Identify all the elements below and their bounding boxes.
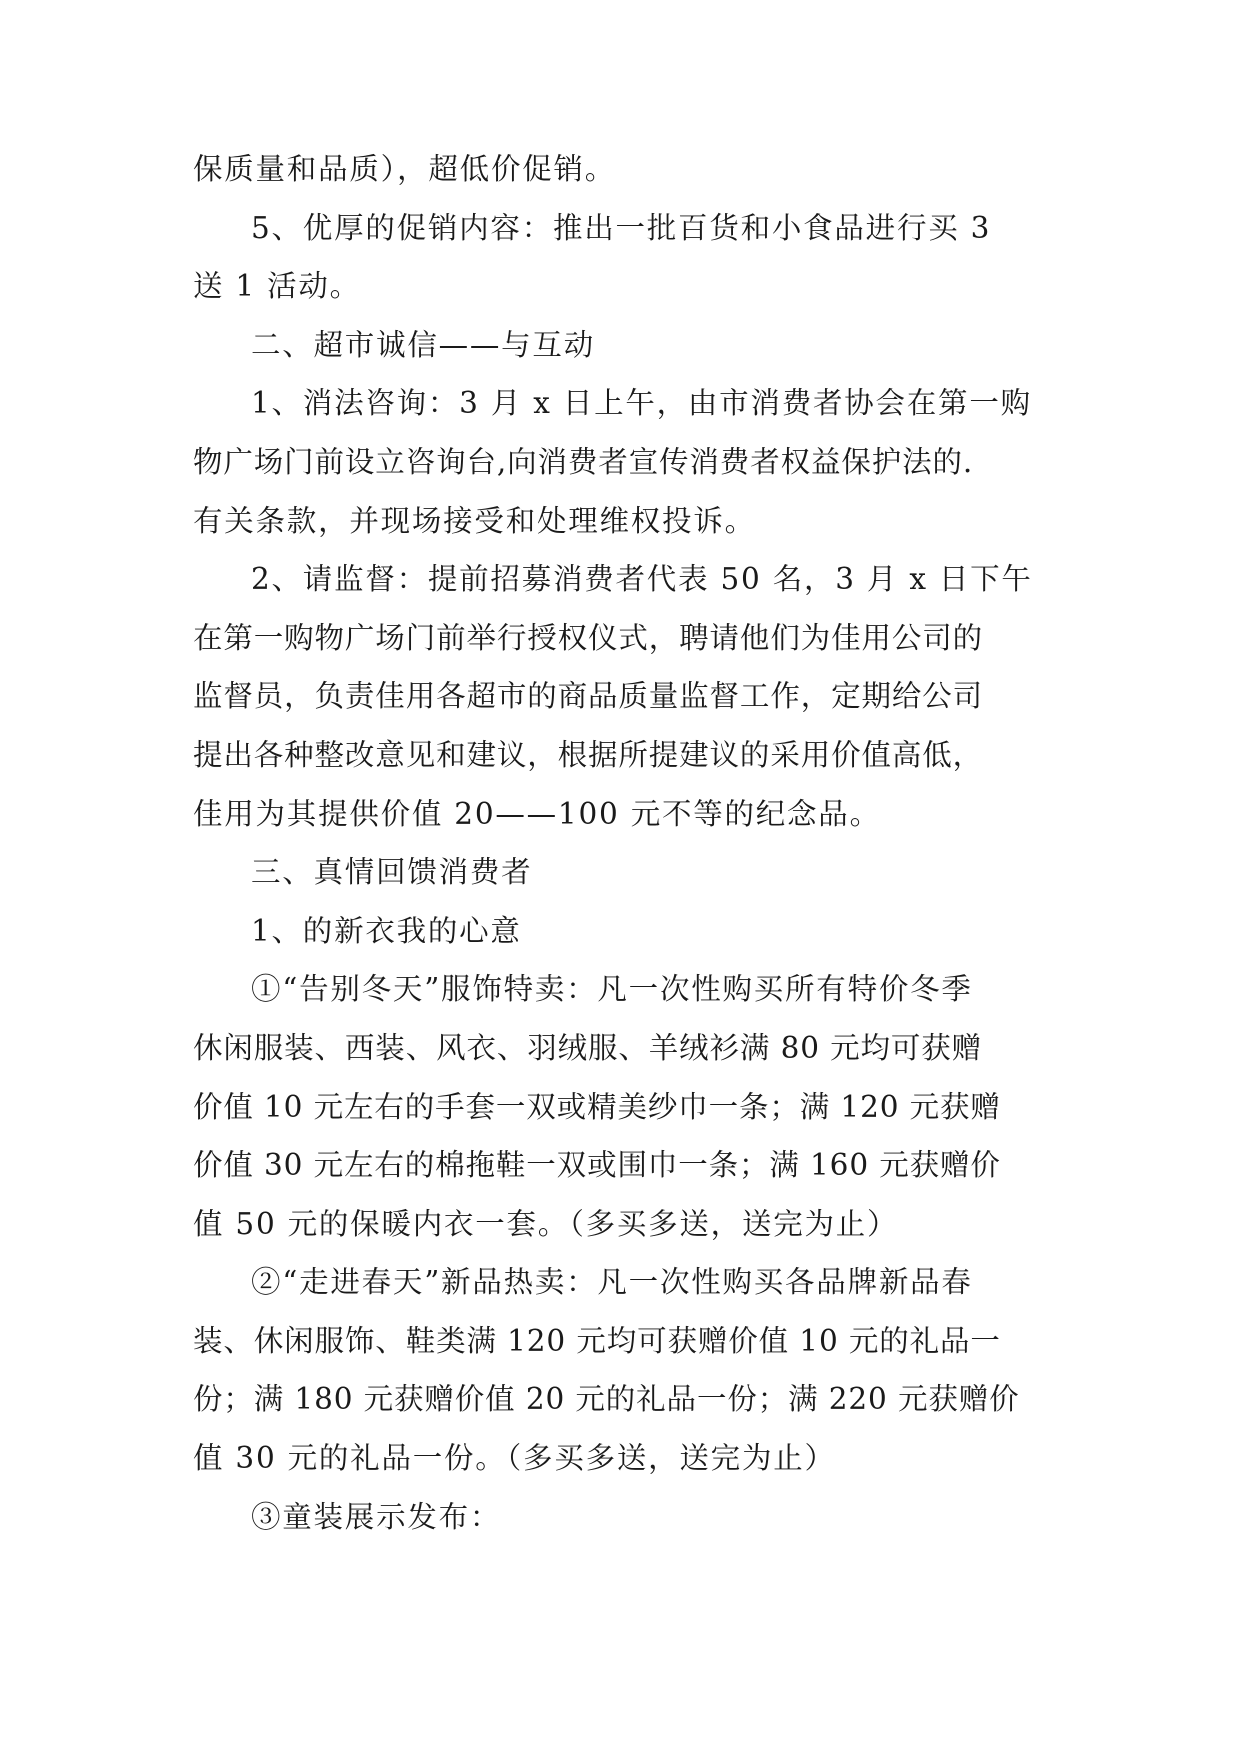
text-line-6: 物广场门前设立咨询台,向消费者宣传消费者权益保护法的.	[193, 444, 974, 479]
text-line-9: 在第一购物广场门前举行授权仪式，聘请他们为佳用公司的	[193, 620, 984, 655]
section-heading-3: 三、真情回馈消费者	[251, 855, 533, 890]
text-line-22: 份；满 180 元获赠价值 20 元的礼品一份；满 220 元获赠价	[193, 1382, 1020, 1417]
text-line-17: 价值 10 元左右的手套一双或精美纱巾一条；满 120 元获赠	[193, 1089, 1001, 1124]
text-line-16: 休闲服装、西装、风衣、羽绒服、羊绒衫满 80 元均可获赠	[193, 1030, 983, 1065]
text-line-7: 有关条款，并现场接受和处理维权投诉。	[193, 503, 756, 538]
text-line-20: ②“走进春天”新品热卖：凡一次性购买各品牌新品春	[251, 1265, 973, 1300]
text-line-19: 值 50 元的保暖内衣一套。（多买多送，送完为止）	[193, 1206, 899, 1241]
document-body	[193, 140, 1055, 1546]
text-line-2: 5、优厚的促销内容：推出一批百货和小食品进行买 3	[251, 210, 992, 245]
text-line-8: 2、请监督：提前招募消费者代表 50 名，3 月 x 日下午	[251, 562, 1033, 597]
text-line-11: 提出各种整改意见和建议，根据所提建议的采用价值高低，	[193, 737, 984, 772]
text-line-23: 值 30 元的礼品一份。（多买多送，送完为止）	[193, 1441, 836, 1476]
text-line-18: 价值 30 元左右的棉拖鞋一双或围巾一条；满 160 元获赠价	[193, 1148, 1001, 1183]
text-line-15: ①“告别冬天”服饰特卖：凡一次性购买所有特价冬季	[251, 972, 973, 1007]
text-line-5: 1、消法咨询：3 月 x 日上午，由市消费者协会在第一购	[251, 386, 1032, 421]
text-line-21: 装、休闲服饰、鞋类满 120 元均可获赠价值 10 元的礼品一	[193, 1323, 1001, 1358]
text-line-24: ③童装展示发布：	[251, 1499, 502, 1534]
subheading-1: 1、的新衣我的心意	[251, 913, 522, 948]
text-line-10: 监督员，负责佳用各超市的商品质量监督工作，定期给公司	[193, 679, 984, 714]
text-line-3: 送 1 活动。	[193, 269, 361, 304]
text-line-1: 保质量和品质），超低价促销。	[193, 152, 617, 186]
section-heading-2: 二、超市诚信——与互动	[251, 327, 595, 362]
text-line-12: 佳用为其提供价值 20——100 元不等的纪念品。	[193, 796, 881, 831]
